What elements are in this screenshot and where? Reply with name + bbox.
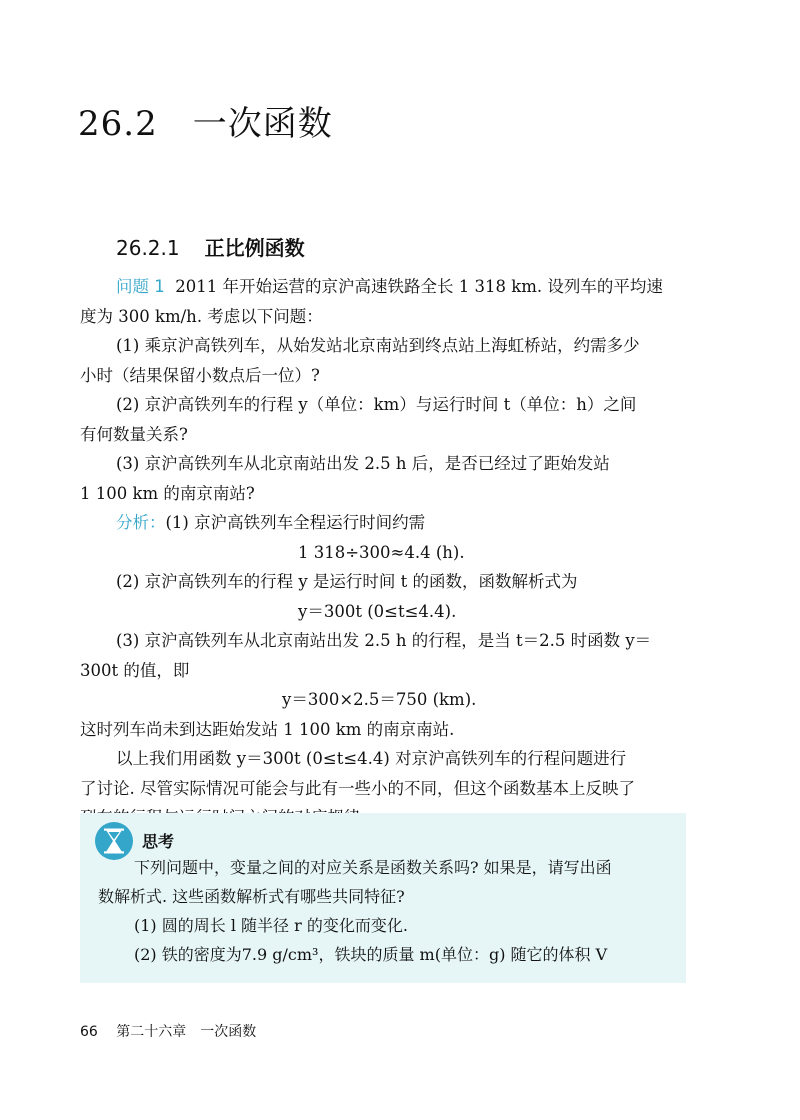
think-line-2: 数解析式. 这些函数解析式有哪些共同特征? <box>98 887 405 906</box>
section-number: 26.2.1 <box>116 236 180 260</box>
formula-1: 1 318÷300≈4.4 (h). <box>298 542 465 562</box>
question-1-cont: 小时（结果保留小数点后一位）? <box>80 365 320 385</box>
question-3-cont: 1 100 km 的南京南站? <box>80 483 255 503</box>
question-2-cont: 有何数量关系? <box>80 424 188 444</box>
question-1: (1) 乘京沪高铁列车，从始发站北京南站到终点站上海虹桥站，约需多少 <box>116 336 640 355</box>
analysis-line <box>80 508 688 538</box>
formula-2: y＝300t (0≤t≤4.4). <box>298 601 457 621</box>
think-line-1: 下列问题中，变量之间的对应关系是函数关系吗? 如果是，请写出函 <box>134 858 612 877</box>
analysis-4: 这时列车尚未到达距始发站 1 100 km 的南京南站. <box>80 719 455 739</box>
section-heading <box>116 232 305 261</box>
think-box <box>80 813 686 983</box>
think-item-1: (1) 圆的周长 l 随半径 r 的变化而变化. <box>134 916 408 935</box>
main-text <box>80 272 688 833</box>
formula-3: y＝300×2.5＝750 (km). <box>282 690 477 709</box>
analysis-text: (1) 京沪高铁列车全程运行时间约需 <box>165 513 426 532</box>
question-3: (3) 京沪高铁列车从北京南站出发 2.5 h 后，是否已经过了距始发站 <box>116 454 610 473</box>
problem-label: 问题 1 <box>116 277 165 296</box>
footer-chapter: 第二十六章 一次函数 <box>116 1024 257 1040</box>
think-item-2: (2) 铁的密度为7.9 g/cm³，铁块的质量 m(单位：g) 随它的体积 V <box>134 945 608 964</box>
problem-line <box>80 272 688 302</box>
problem-line: 度为 300 km/h. 考虑以下问题： <box>80 306 323 326</box>
analysis-3: (3) 京沪高铁列车从北京南站出发 2.5 h 的行程，是当 t＝2.5 时函数 y＝ <box>116 631 652 650</box>
page-number: 66 <box>80 1024 98 1040</box>
problem-text: 2011 年开始运营的京沪高速铁路全长 1 318 km. 设列车的平均速 <box>175 277 663 296</box>
page-footer <box>80 1021 256 1041</box>
analysis-2: (2) 京沪高铁列车的行程 y 是运行时间 t 的函数，函数解析式为 <box>116 572 578 591</box>
conclusion-1: 以上我们用函数 y＝300t (0≤t≤4.4) 对京沪高铁列车的行程问题进行 <box>116 749 627 768</box>
question-2: (2) 京沪高铁列车的行程 y（单位：km）与运行时间 t（单位：h）之间 <box>116 395 637 414</box>
analysis-3-cont: 300t 的值，即 <box>80 660 190 680</box>
chapter-title: 26.2 一次函数 <box>78 104 333 144</box>
analysis-label: 分析： <box>116 513 166 532</box>
conclusion-2: 了讨论. 尽管实际情况可能会与此有一些小的不同，但这个函数基本上反映了 <box>80 778 635 798</box>
section-title: 正比例函数 <box>204 236 305 260</box>
think-title: 思考 <box>142 832 175 851</box>
think-body <box>98 853 678 969</box>
